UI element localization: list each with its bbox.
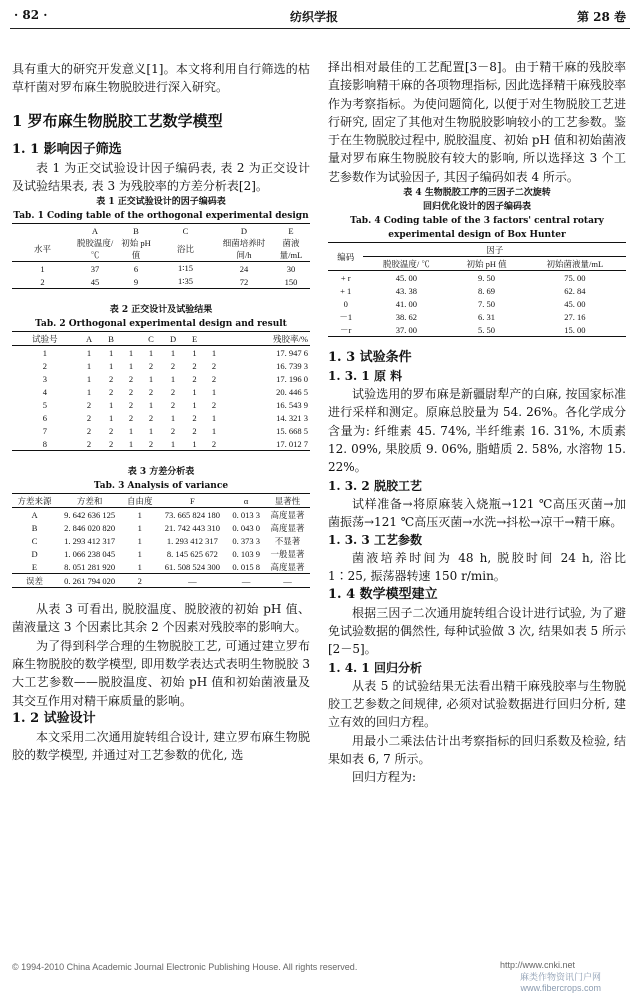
volume-label: 第 28 卷 xyxy=(576,10,626,24)
table-cell: 8. 69 xyxy=(478,285,496,296)
table-cell: 1 xyxy=(192,347,197,358)
table-cell: + 1 xyxy=(340,285,352,296)
table-cell: A xyxy=(31,509,38,520)
table-cell: 72 xyxy=(239,276,249,287)
paragraph-1-4-1-a: 从表 5 的试验结果无法看出精干麻残胶率与生物脱胶工艺参数之间规律, 必须对试验数据进行回归分析, 建立有效的回归方程。 xyxy=(328,678,626,730)
table-cell: 高度显著 xyxy=(270,561,305,572)
section-1-4-1-heading: 1. 4. 1 回归分析 xyxy=(328,660,422,675)
table-row xyxy=(12,385,310,398)
section-1-2-heading: 1. 2 试验设计 xyxy=(12,710,96,726)
table-cell: 73. 665 824 180 xyxy=(164,509,220,520)
table-cell: — xyxy=(265,574,310,588)
table-cell: 2 xyxy=(148,412,154,423)
table-cell: 43. 38 xyxy=(395,285,417,296)
table-cell: 1 xyxy=(137,561,142,572)
t4-code-header: 编码 xyxy=(328,243,363,271)
table-cell: 37 xyxy=(90,263,100,274)
table-cell: 17. 012 7 xyxy=(276,438,308,449)
table-cell: 2 xyxy=(211,373,217,384)
table-cell: 1 xyxy=(137,522,142,533)
table-cell: 7. 50 xyxy=(478,298,496,309)
table-cell: 38. 62 xyxy=(395,311,417,322)
table-cell: 1 xyxy=(42,347,47,358)
t3-header: 方差和 xyxy=(57,494,122,508)
table-cell: 17. 196 0 xyxy=(276,373,308,384)
t4-header: 脱胶温度/ ℃ xyxy=(363,257,449,271)
table-cell: 1 xyxy=(192,399,197,410)
table-cell: 1 xyxy=(86,347,92,358)
table-4 xyxy=(328,242,626,337)
table-cell: 一般显著 xyxy=(270,548,305,559)
table-cell: 2. 846 020 820 xyxy=(64,522,116,533)
table-cell: 21. 742 443 310 xyxy=(164,522,220,533)
t4-header: 初始 pH 值 xyxy=(449,257,523,271)
table-4-caption-en-1: Tab. 4 Coding table of the 3 factors' central rotary xyxy=(350,216,604,227)
table-cell: 1. 293 412 317 xyxy=(64,535,116,546)
table-cell: 1 xyxy=(86,386,92,397)
table-4-caption-cn-1: 表 4 生物脱胶工序的三因子二次旋转 xyxy=(403,188,551,199)
table-cell: 1 xyxy=(108,399,114,410)
section-1-3-2-heading: 1. 3. 2 脱胶工艺 xyxy=(328,478,422,493)
table-cell: 2 xyxy=(148,360,154,371)
table-3 xyxy=(12,493,310,588)
t2-header: D xyxy=(162,332,185,346)
t1-letter: C xyxy=(182,225,189,236)
t3-header: 自由度 xyxy=(122,494,157,508)
intro-paragraph: 具有重大的研究开发意义[1]。本文将利用自行筛选的枯草杆菌对罗布麻生物脱胶进行深入研究。 xyxy=(12,62,310,95)
t3-header: 显著性 xyxy=(265,494,310,508)
t1-header: 细菌培养时间/h xyxy=(216,237,272,262)
t2-header: B xyxy=(100,332,122,346)
table-cell: + r xyxy=(340,272,351,283)
table-2-caption-cn: 表 2 正交设计及试验结果 xyxy=(109,305,213,316)
t2-header xyxy=(205,332,223,346)
paragraph-anova-result: 从表 3 可看出, 脱胶温度、脱胶液的初始 pH 值、菌液量这 3 个因素比其余 2 个因素对残胶率的影响大。 xyxy=(12,602,310,635)
table-cell: 9. 50 xyxy=(478,272,496,283)
table-cell: 1 xyxy=(192,386,197,397)
table-cell: 0 xyxy=(343,298,348,309)
table-cell: 高度显著 xyxy=(270,522,305,533)
table-cell: 16. 543 9 xyxy=(276,399,308,410)
table-cell: 61. 508 524 300 xyxy=(164,561,220,572)
section-1-1-heading: 1. 1 影响因子筛选 xyxy=(12,141,122,157)
paragraph-1-3-2: 试样准备→将原麻装入烧瓶→121 ℃高压灭菌→加菌振荡→121 ℃高压灭菌→水洗→抖松→凉干→精干麻。 xyxy=(328,496,626,529)
table-row xyxy=(12,372,310,385)
table-cell: 2 xyxy=(192,373,197,384)
table-cell: 1 xyxy=(170,373,176,384)
table-cell: 1 xyxy=(137,509,142,520)
table-cell: 2 xyxy=(86,399,92,410)
t1-header: 浴比 xyxy=(155,237,216,262)
t2-header: A xyxy=(78,332,101,346)
journal-name: 纺织学报 xyxy=(290,10,339,24)
table-row xyxy=(12,275,310,289)
table-cell: 15. 00 xyxy=(564,324,586,335)
table-4-caption-en-2: experimental design of Box Hunter xyxy=(388,230,566,241)
table-row xyxy=(328,310,626,323)
section-1-4-heading: 1. 4 数学模型建立 xyxy=(328,586,438,602)
table-row xyxy=(328,271,626,285)
table-cell: 6 xyxy=(42,412,47,423)
paragraph-continued: 择出相对最佳的工艺配置[3－8]。由于精干麻的残胶率直接影响精干麻的各项物理指标, 因此选择精干麻残胶率作为考察指标。为使问题简化, 以便于对生物脱胶工艺进行研究, 固定了其他对生物脱胶影响较小的工艺参数。鉴于在生物脱胶过程中, 脱胶温度、初始 pH 值和初始菌液量对罗布麻生物脱胶有较大的影响, 所以选择这 3 个工艺参数作为试验因子, 其因子编码如表 4 所示。 xyxy=(328,60,626,184)
paragraph-model-purpose: 为了得到科学合理的生物脱胶工艺, 可通过建立罗布麻生物脱胶的数学模型, 即用数学表达式表明生物脱胶 3 大工艺参数——脱胶温度、初始 pH 值和初始菌液量及其交互作用对精干麻质量的影响。 xyxy=(12,638,310,708)
table-cell: 1 xyxy=(128,360,134,371)
table-row xyxy=(12,547,310,560)
table-cell: 高度显著 xyxy=(270,509,305,520)
table-cell: 2 xyxy=(148,386,154,397)
table-cell: — xyxy=(227,574,264,588)
t1-letter: B xyxy=(133,225,139,236)
cnki-url[interactable]: http://www.cnki.net xyxy=(500,960,576,970)
table-cell: 1∶35 xyxy=(178,276,193,287)
table-cell: 2 xyxy=(86,412,92,423)
table-cell: 2 xyxy=(170,399,176,410)
table-cell: 误差 xyxy=(12,574,57,588)
table-row xyxy=(12,521,310,534)
table-cell: 1 xyxy=(108,347,114,358)
t3-header: 方差来源 xyxy=(12,494,57,508)
table-cell: 2 xyxy=(128,412,134,423)
table-cell: 14. 321 3 xyxy=(276,412,308,423)
t2-header: 残胶率/% xyxy=(223,332,310,346)
t1-header: 脱胶温度/ ℃ xyxy=(73,237,117,262)
table-cell: 1 xyxy=(211,425,217,436)
table-2-caption-en: Tab. 2 Orthogonal experimental design and result xyxy=(35,319,287,330)
table-cell: 2 xyxy=(86,425,92,436)
table-cell: 17. 947 6 xyxy=(276,347,308,358)
running-header xyxy=(10,2,630,29)
table-cell: 37. 00 xyxy=(395,324,417,335)
table-1-caption-en: Tab. 1 Coding table of the orthogonal experimental design xyxy=(13,211,309,222)
table-cell: 0. 013 3 xyxy=(232,509,260,520)
table-cell: 5 xyxy=(42,399,47,410)
table-1 xyxy=(12,223,310,289)
table-cell: — xyxy=(157,574,227,588)
paragraph-1-2: 本文采用二次通用旋转组合设计, 建立罗布麻生物脱胶的数学模型, 并通过对工艺参数的优化, 选 xyxy=(12,729,310,763)
section-1-3-3-heading: 1. 3. 3 工艺参数 xyxy=(328,533,422,548)
watermark-line-1: 麻类作物资讯门户网 xyxy=(520,972,602,982)
t1-letter xyxy=(12,224,73,238)
table-cell: 1 xyxy=(128,347,134,358)
table-cell: 2 xyxy=(192,412,197,423)
table-cell: 2 xyxy=(211,399,217,410)
t4-header: 初始菌液量/mL xyxy=(524,257,626,271)
table-cell: －1 xyxy=(339,311,353,322)
table-cell: 45 xyxy=(90,276,100,287)
table-cell: 1∶15 xyxy=(178,263,193,274)
watermark-line-2: www.fibercrops.com xyxy=(520,983,602,993)
table-cell: C xyxy=(31,535,38,546)
table-cell: 1 xyxy=(148,347,154,358)
table-cell: 20. 446 5 xyxy=(276,386,308,397)
table-cell: 9 xyxy=(133,276,139,287)
table-cell: 3 xyxy=(42,373,47,384)
table-cell: 8. 051 281 920 xyxy=(64,561,116,572)
table-cell: 2 xyxy=(192,360,197,371)
table-cell: 2 xyxy=(211,360,217,371)
table-cell: 2 xyxy=(108,438,114,449)
t2-header: E xyxy=(184,332,204,346)
paragraph-1-1: 表 1 为正交试验设计因子编码表, 表 2 为正交设计及试验结果表, 表 3 为残胶率的方差分析表[2]。 xyxy=(12,160,310,193)
table-cell: 45. 00 xyxy=(395,272,417,283)
section-1-3-1-heading: 1. 3. 1 原 料 xyxy=(328,369,403,384)
table-cell: 0. 261 794 020 xyxy=(57,574,122,588)
table-4-caption-cn-2: 回归优化设计的因子编码表 xyxy=(422,202,531,213)
table-cell: 2 xyxy=(128,399,134,410)
table-cell: 2 xyxy=(211,438,217,449)
table-cell: 75. 00 xyxy=(564,272,586,283)
table-cell: 1. 293 412 317 xyxy=(166,535,218,546)
table-row xyxy=(12,508,310,522)
table-cell: 1 xyxy=(170,438,176,449)
table-cell: 30 xyxy=(286,263,296,274)
table-row xyxy=(12,534,310,547)
paragraph-1-4: 根据三因子二次通用旋转组合设计进行试验, 为了避免试验数据的偶然性, 每种试验做 3 次, 结果如表 5 所示[2－5]。 xyxy=(328,605,626,657)
table-cell: 45. 00 xyxy=(564,298,586,309)
table-cell: 1 xyxy=(128,425,134,436)
t1-header: 水平 xyxy=(12,237,73,262)
table-cell: 2 xyxy=(170,360,176,371)
table-row xyxy=(12,262,310,276)
table-cell: 1 xyxy=(211,386,217,397)
table-cell: 1 xyxy=(148,373,154,384)
table-row xyxy=(328,323,626,337)
table-cell: 150 xyxy=(284,276,298,287)
left-column xyxy=(12,60,310,765)
section-1-3-heading: 1. 3 试验条件 xyxy=(328,350,412,366)
table-cell: 1 xyxy=(108,412,114,423)
table-cell: 1 xyxy=(192,438,197,449)
table-cell: 2 xyxy=(40,276,45,287)
t2-header xyxy=(122,332,140,346)
table-cell: 1 xyxy=(211,347,217,358)
t1-letter: A xyxy=(91,225,99,236)
table-cell: 1 xyxy=(40,263,45,274)
table-cell: 0. 103 9 xyxy=(232,548,260,559)
table-cell: 5. 50 xyxy=(478,324,496,335)
t1-letter: E xyxy=(288,225,294,236)
table-cell: 2 xyxy=(192,425,197,436)
table-3-caption-cn: 表 3 方差分析表 xyxy=(127,467,195,478)
t2-header: 试验号 xyxy=(12,332,78,346)
table-row xyxy=(12,560,310,574)
table-cell: 不显著 xyxy=(274,535,301,546)
table-row xyxy=(12,574,310,588)
table-3-caption-en: Tab. 3 Analysis of variance xyxy=(93,481,229,492)
table-row xyxy=(12,411,310,424)
table-cell: 2 xyxy=(86,438,92,449)
paragraph-1-4-1-c: 回归方程为: xyxy=(352,770,417,785)
table-cell: 0. 043 0 xyxy=(232,522,260,533)
table-cell: 2 xyxy=(128,386,134,397)
table-cell: 41. 00 xyxy=(395,298,417,309)
table-1-caption-cn: 表 1 正交试验设计的因子编码表 xyxy=(96,197,226,208)
t4-factor-header: 因子 xyxy=(363,243,626,257)
table-cell: 1 xyxy=(170,412,176,423)
t3-header: F xyxy=(157,494,227,508)
table-cell: 1 xyxy=(137,548,142,559)
table-row xyxy=(328,297,626,310)
table-row xyxy=(12,424,310,437)
table-row xyxy=(12,437,310,451)
table-cell: 2 xyxy=(108,425,114,436)
table-cell: B xyxy=(31,522,38,533)
table-row xyxy=(328,284,626,297)
table-cell: 2 xyxy=(42,360,47,371)
table-cell: 1 xyxy=(128,438,134,449)
table-cell: －r xyxy=(340,324,352,335)
table-row xyxy=(12,359,310,372)
table-row xyxy=(12,346,310,360)
page-number: · 82 · xyxy=(14,8,48,22)
table-cell: 8 xyxy=(42,438,47,449)
table-cell: 62. 84 xyxy=(564,285,586,296)
table-2 xyxy=(12,331,310,451)
right-column xyxy=(328,58,626,786)
table-cell: 1 xyxy=(148,399,154,410)
table-cell: 2 xyxy=(148,438,154,449)
table-cell: 1 xyxy=(170,347,176,358)
t2-header: C xyxy=(140,332,162,346)
table-cell: 27. 16 xyxy=(564,311,586,322)
table-cell: 1 xyxy=(86,360,92,371)
paragraph-1-4-1-b: 用最小二乘法估计出考察指标的回归系数及检验, 结果如表 6, 7 所示。 xyxy=(328,733,626,766)
table-row xyxy=(12,398,310,411)
t1-header: 初始 pH 值 xyxy=(117,237,155,262)
section-1-heading: 1 罗布麻生物脱胶工艺数学模型 xyxy=(12,111,223,130)
t1-header: 菌液量/mL xyxy=(272,237,310,262)
copyright-footer: © 1994-2010 China Academic Journal Electronic Publishing House. All rights reserved. xyxy=(12,962,358,972)
table-cell: 0. 373 3 xyxy=(232,535,260,546)
paragraph-1-3-3: 菌液培养时间为 48 h, 脱胶时间 24 h, 浴比 1∶25, 振荡器转速 150 r/min。 xyxy=(328,551,626,584)
table-cell: 2 xyxy=(108,386,114,397)
table-cell: 1 xyxy=(108,360,114,371)
table-cell: 2 xyxy=(108,373,114,384)
table-cell: 24 xyxy=(239,263,249,274)
paragraph-1-3-1: 试验选用的罗布麻是新疆尉犁产的白麻, 按国家标准进行采样和测定。原麻总胶量为 54. 26%。各化学成分含量为: 纤维素 45. 74%, 半纤维素 16. 31%, 木质素 12. 09%, 果胶质 9. 06%, 脂蜡质 2. 58%, 水溶物 15. 22%。 xyxy=(328,387,626,475)
table-cell: 2 xyxy=(128,373,134,384)
t1-letter: D xyxy=(240,225,248,236)
table-cell: 8. 145 625 672 xyxy=(166,548,218,559)
watermark xyxy=(520,972,601,994)
table-cell: D xyxy=(31,548,38,559)
table-cell: 4 xyxy=(42,386,47,397)
table-cell: 1 xyxy=(211,412,217,423)
table-cell: 7 xyxy=(42,425,47,436)
table-cell: 16. 739 3 xyxy=(276,360,308,371)
table-cell: 1 xyxy=(137,535,142,546)
t3-header: α xyxy=(227,494,264,508)
table-cell: 6. 31 xyxy=(478,311,496,322)
table-cell: 1 xyxy=(86,373,92,384)
table-cell: 2 xyxy=(170,425,176,436)
table-cell: 2 xyxy=(122,574,157,588)
table-cell: 9. 642 636 125 xyxy=(64,509,116,520)
table-cell: E xyxy=(31,561,38,572)
table-cell: 2 xyxy=(170,386,176,397)
table-cell: 1 xyxy=(148,425,154,436)
table-cell: 6 xyxy=(133,263,139,274)
table-cell: 0. 015 8 xyxy=(232,561,260,572)
table-cell: 1. 066 238 045 xyxy=(64,548,116,559)
table-cell: 15. 668 5 xyxy=(276,425,308,436)
